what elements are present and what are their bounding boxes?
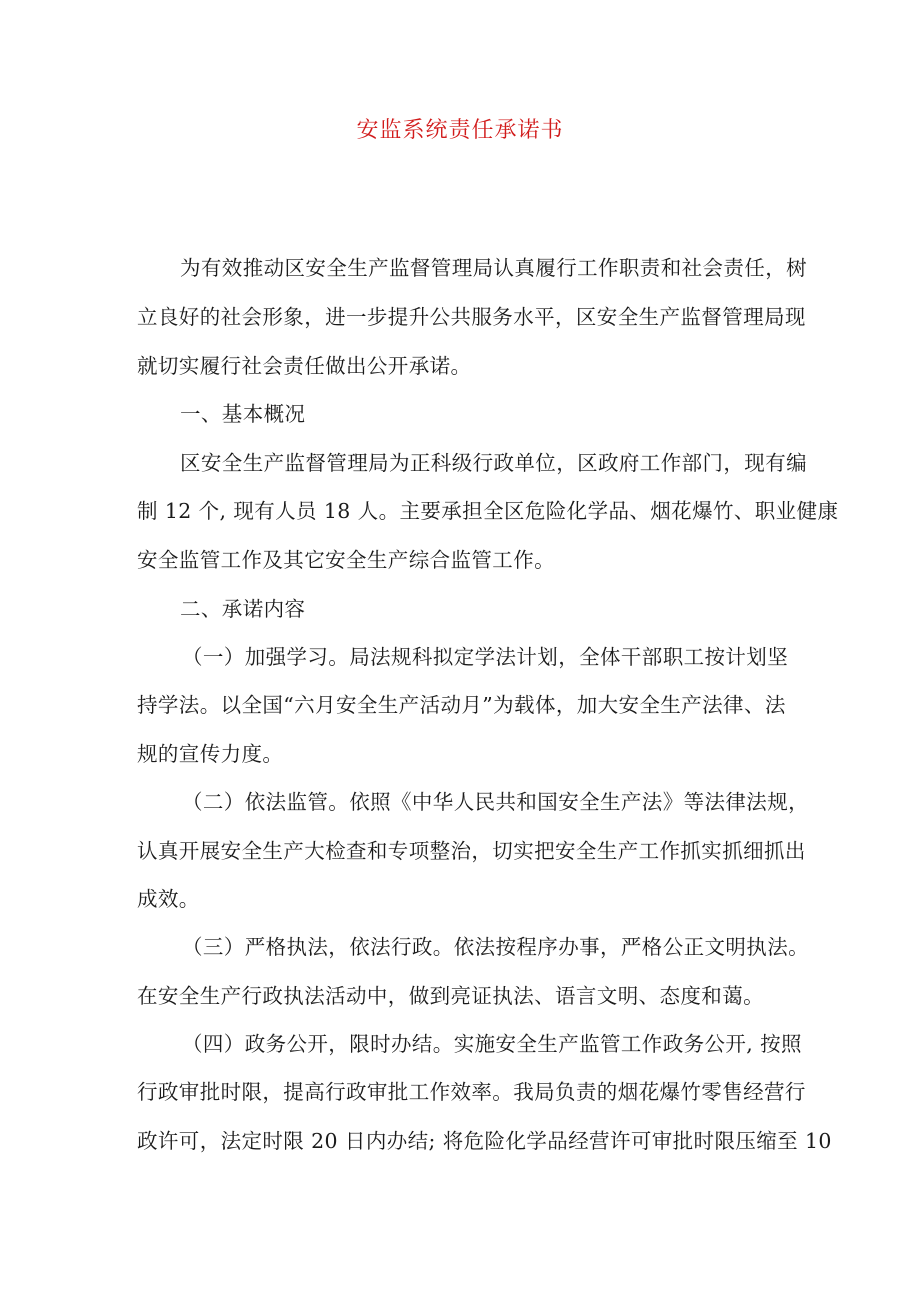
paragraph-line: 就切实履行社会责任做出公开承诺。 [137,354,472,378]
paragraph-line: （二）依法监管。依照《中华人民共和国安全生产法》等法律法规， [182,790,809,814]
paragraph-line: （四）政务公开，限时办结。实施安全生产监管工作政务公开, 按照 [182,1032,802,1056]
document-title: 安监系统责任承诺书 [356,118,564,143]
paragraph-line: 认真开展安全生产大检查和专项整治，切实把安全生产工作抓实抓细抓出 [137,839,806,863]
paragraph-line: 成效。 [137,887,200,911]
paragraph-line: 持学法。以全国“六月安全生产活动月”为载体，加大安全生产法律、法 [137,693,786,717]
paragraph-line: 制 12 个, 现有人员 18 人。主要承担全区危险化学品、烟花爆竹、职业健康 [137,499,839,523]
paragraph-line: 行政审批时限，提高行政审批工作效率。我局负责的烟花爆竹零售经营行 [137,1080,806,1104]
paragraph-line: 为有效推动区安全生产监督管理局认真履行工作职责和社会责任，树 [180,256,807,280]
paragraph-line: 政许可，法定时限 20 日内办结; 将危险化学品经营许可审批时限压缩至 10 [137,1129,832,1153]
paragraph-line: 区安全生产监督管理局为正科级行政单位，区政府工作部门，现有编 [180,451,807,475]
section-heading: 二、承诺内容 [180,597,306,621]
paragraph-line: 在安全生产行政执法活动中，做到亮证执法、语言文明、态度和蔼。 [137,984,764,1008]
paragraph-line: （三）严格执法，依法行政。依法按程序办事，严格公正文明执法。 [182,935,809,959]
paragraph-line: 安全监管工作及其它安全生产综合监管工作。 [137,548,555,572]
paragraph-line: 立良好的社会形象，进一步提升公共服务水平，区安全生产监督管理局现 [137,305,806,329]
paragraph-line: （一）加强学习。局法规科拟定学法计划，全体干部职工按计划坚 [182,645,789,669]
paragraph-line: 规的宣传力度。 [137,742,284,766]
section-heading: 一、基本概况 [180,402,306,426]
